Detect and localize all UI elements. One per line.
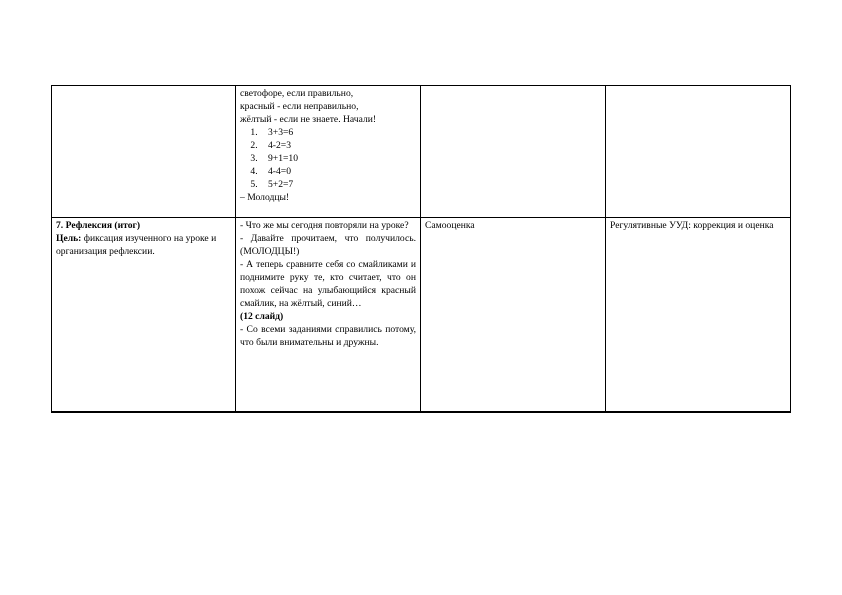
stage-cell xyxy=(52,218,236,413)
slide-reference: (12 слайд) xyxy=(240,311,284,322)
table-row xyxy=(52,218,791,413)
activity-paragraph: - А теперь сравните себя со смайликами и поднимите руку те, кто считает, что он похож сейчас на улыбающийся красный смайлик, на жёлтый, синий… xyxy=(240,259,416,309)
activity-line: светофоре, если правильно, xyxy=(240,88,354,99)
activity-line: красный - если неправильно, xyxy=(240,101,359,112)
student-activity-text: Самооценка xyxy=(425,220,475,231)
stage-goal xyxy=(56,232,231,258)
table-row xyxy=(52,86,791,218)
goal-label: Цель: xyxy=(56,233,82,244)
stage-cell-empty xyxy=(52,86,236,218)
uud-cell xyxy=(606,218,791,413)
list-item: 3. 9+1=10 xyxy=(260,152,416,165)
list-item: 4. 4-4=0 xyxy=(260,165,416,178)
examples-list xyxy=(240,126,416,191)
teacher-activity-cell xyxy=(236,86,421,218)
goal-text: фиксация изученного на уроке и организация рефлексии. xyxy=(56,233,217,257)
list-item: 1. 3+3=6 xyxy=(260,126,416,139)
teacher-activity-cell xyxy=(236,218,421,413)
student-activity-cell xyxy=(421,218,606,413)
list-item: 5. 5+2=7 xyxy=(260,178,416,191)
student-activity-cell-empty xyxy=(421,86,606,218)
list-item: 2. 4-2=3 xyxy=(260,139,416,152)
praise-text: – Молодцы! xyxy=(240,192,290,203)
activity-paragraph: - Что же мы сегодня повторяли на уроке? xyxy=(240,220,409,231)
uud-text: Регулятивные УУД: коррекция и оценка xyxy=(610,220,774,231)
activity-line: жёлтый - если не знаете. Начали! xyxy=(240,114,377,125)
activity-paragraph: - Давайте прочитаем, что получилось. (МОЛОДЦЫ!) xyxy=(240,233,416,257)
uud-cell-empty xyxy=(606,86,791,218)
stage-title: 7. Рефлексия (итог) xyxy=(56,220,141,231)
activity-paragraph: - Со всеми заданиями справились потому, что были внимательны и дружны. xyxy=(240,324,416,348)
lesson-table xyxy=(51,85,791,413)
